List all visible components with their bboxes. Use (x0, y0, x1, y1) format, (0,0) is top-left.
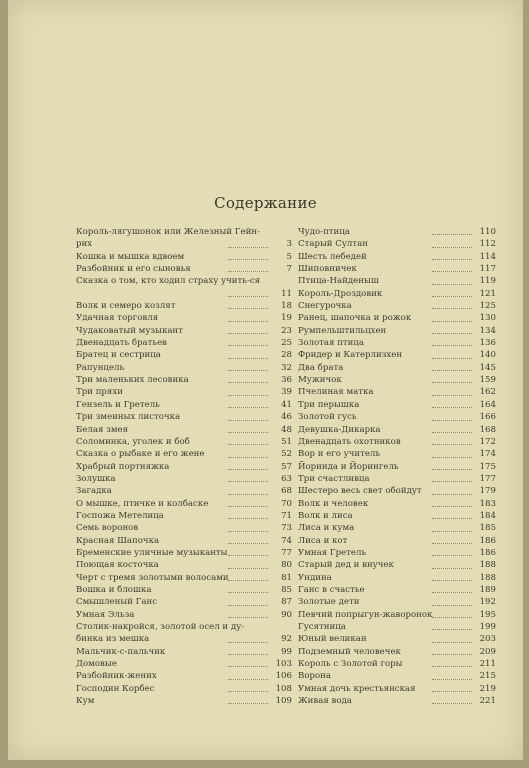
toc-entry-title: Чудаковатый музыкант (76, 325, 183, 336)
toc-entry-page: 177 (479, 473, 496, 484)
toc-entry-page: 188 (479, 572, 496, 583)
toc-entry-title: Шиповничек (298, 264, 357, 275)
toc-entry-title: Бременские уличные музыканты (76, 547, 228, 558)
toc-entry (298, 621, 496, 633)
toc-entry (76, 535, 292, 547)
toc-entry-page: 162 (479, 387, 496, 398)
toc-entry (298, 374, 496, 386)
toc-entry-title: Вошка и блошка (76, 584, 152, 595)
toc-entry-page: 117 (479, 264, 496, 275)
toc-entry-title: Красная Шапочка (76, 535, 160, 546)
toc-entry-page: 114 (479, 251, 496, 262)
toc-entry (298, 695, 496, 707)
toc-entry (76, 349, 292, 361)
toc-entry-title: Сказка о том, кто ходил страху учить-ся (76, 276, 261, 287)
book-page (8, 0, 523, 760)
toc-entry (76, 226, 292, 251)
toc-entry-page: 172 (479, 436, 496, 447)
toc-entry (298, 609, 496, 621)
contents-column-right (298, 226, 496, 707)
toc-entry (298, 424, 496, 436)
toc-entry-title: Разбойник-жених (76, 671, 157, 682)
toc-entry-title: Золотая птица (298, 338, 365, 349)
toc-entry (298, 362, 496, 374)
toc-entry (298, 633, 496, 645)
toc-entry-page: 134 (479, 325, 496, 336)
toc-entry (298, 226, 496, 238)
toc-entry-page: 174 (479, 449, 496, 460)
toc-entry (76, 461, 292, 473)
toc-entry-title: Два брата (298, 362, 344, 373)
toc-entry-title: Домовые (76, 659, 117, 670)
toc-entry-page: 51 (281, 436, 292, 447)
toc-entry (76, 251, 292, 263)
toc-entry-page: 81 (281, 572, 292, 583)
toc-entry (298, 349, 496, 361)
toc-entry-page: 80 (281, 560, 292, 571)
toc-entry-page: 52 (281, 449, 292, 460)
toc-entry (76, 658, 292, 670)
toc-entry (298, 584, 496, 596)
toc-entry-page: 23 (281, 325, 292, 336)
toc-entry-title: Ранец, шапочка и рожок (298, 313, 412, 324)
toc-entry-title: О мышке, птичке и колбаске (76, 498, 209, 509)
toc-entry-title: Три змеиных листочка (76, 412, 181, 423)
toc-entry (76, 300, 292, 312)
toc-entry-page: 211 (479, 659, 496, 670)
toc-entry (298, 485, 496, 497)
toc-entry (76, 312, 292, 324)
toc-entry-title: Вор и его учитель (298, 449, 381, 460)
toc-entry-title: Золушка (76, 473, 116, 484)
toc-entry (298, 596, 496, 608)
toc-entry-page: 48 (281, 424, 292, 435)
toc-entry (76, 609, 292, 621)
toc-entry-title: Король-Дроздовик (298, 288, 383, 299)
toc-entry (76, 436, 292, 448)
toc-entry (76, 337, 292, 349)
toc-entry-title: Гусятница (298, 622, 346, 632)
toc-entry (76, 670, 292, 682)
toc-entry-title: Мальчик-с-пальчик (76, 646, 166, 657)
toc-entry-page: 5 (286, 251, 292, 262)
toc-entry-title: Три пряхи (76, 387, 123, 398)
toc-entry-page: 186 (479, 535, 496, 546)
toc-entry-page: 46 (281, 412, 292, 423)
toc-entry-title: Волк и человек (298, 498, 369, 509)
toc-entry (298, 386, 496, 398)
toc-entry-page: 164 (479, 399, 496, 410)
toc-entry-title: Белая змея (76, 424, 129, 435)
toc-entry (298, 288, 496, 300)
toc-entry-page: 140 (479, 350, 496, 361)
toc-entry (298, 251, 496, 263)
toc-entry-page: 203 (479, 634, 496, 645)
toc-entry-title: Кум (76, 696, 95, 707)
toc-entry (76, 510, 292, 522)
toc-entry-title: Гензель и Гретель (76, 399, 160, 410)
toc-entry-page: 103 (275, 659, 292, 670)
toc-entry-page: 209 (479, 646, 496, 657)
toc-entry-page: 112 (479, 239, 496, 250)
toc-entry (76, 596, 292, 608)
toc-entry (298, 325, 496, 337)
toc-entry-title: Старый дед и внучек (298, 560, 394, 571)
toc-entry (76, 424, 292, 436)
toc-entry-title: Мужичок (298, 375, 342, 386)
toc-entry (76, 386, 292, 398)
toc-entry-page: 90 (281, 609, 292, 620)
toc-entry-title: Подземный человечек (298, 646, 401, 657)
toc-entry-page: 74 (281, 535, 292, 546)
toc-entry-title: Волк и семеро козлят (76, 301, 176, 312)
toc-entry-page: 166 (479, 412, 496, 423)
toc-entry-title: Шесть лебедей (298, 251, 367, 262)
toc-entry (76, 411, 292, 423)
toc-entry-page: 175 (479, 461, 496, 472)
toc-entry-page: 39 (281, 387, 292, 398)
toc-entry (298, 498, 496, 510)
toc-entry (76, 362, 292, 374)
toc-entry-title: Умная дочь крестьянская (298, 683, 416, 694)
toc-entry-title: Лиса и кот (298, 535, 348, 546)
toc-entry-title: Соломинка, уголек и боб (76, 436, 190, 447)
toc-entry-page: 145 (479, 362, 496, 373)
toc-entry-title: Столик-накройся, золотой осел и ду-бинка из мешка (76, 622, 245, 645)
toc-entry (76, 485, 292, 497)
toc-entry (298, 275, 496, 287)
toc-entry-page: 57 (281, 461, 292, 472)
toc-entry-page: 130 (479, 313, 496, 324)
toc-entry-page: 183 (479, 498, 496, 509)
toc-entry-title: Старый Султан (298, 239, 368, 250)
toc-entry (298, 547, 496, 559)
toc-entry-page: 136 (479, 338, 496, 349)
toc-entry-title: Фридер и Катерлизхен (298, 350, 403, 361)
toc-entry-title: Живая вода (298, 696, 352, 707)
toc-entry-page: 73 (281, 523, 292, 534)
toc-entry-page: 3 (286, 239, 292, 250)
toc-entry-title: Ворона (298, 671, 332, 682)
toc-entry (76, 275, 292, 300)
toc-entry-page: 219 (479, 683, 496, 694)
toc-entry-title: Черт с тремя золотыми волосами (76, 572, 229, 583)
toc-entry-title: Умная Гретель (298, 547, 367, 558)
toc-entry-page: 11 (281, 288, 292, 299)
toc-entry-title: Три маленьких лесовика (76, 375, 189, 386)
toc-entry-title: Госпожа Метелица (76, 510, 164, 521)
toc-entry-page: 199 (479, 622, 496, 632)
toc-entry (298, 238, 496, 250)
toc-entry-title: Двенадцать братьев (76, 338, 168, 349)
toc-entry-page: 32 (281, 362, 292, 373)
toc-entry (76, 621, 292, 646)
toc-entry-page: 28 (281, 350, 292, 361)
toc-entry-title: Ганс в счастье (298, 584, 365, 595)
toc-entry-page: 189 (479, 584, 496, 595)
toc-entry-title: Удачная торговля (76, 313, 159, 324)
toc-entry (298, 510, 496, 522)
toc-entry-title: Шестеро весь свет обойдут (298, 486, 422, 497)
toc-entry-page: 36 (281, 375, 292, 386)
toc-entry-page: 159 (479, 375, 496, 386)
toc-entry-page: 19 (281, 313, 292, 324)
toc-entry-title: Чудо-птица (298, 227, 350, 237)
toc-entry-title: Птица-Найденыш (298, 276, 379, 287)
toc-entry-title: Три перышка (298, 399, 360, 410)
toc-entry-page: 125 (479, 301, 496, 312)
toc-entry (76, 646, 292, 658)
toc-entry-title: Братец и сестрица (76, 350, 161, 361)
toc-entry-title: Девушка-Дикарка (298, 424, 381, 435)
toc-entry-title: Румпельштильцхен (298, 325, 387, 336)
toc-entry-page: 108 (275, 683, 292, 694)
toc-entry (76, 547, 292, 559)
toc-entry-title: Снегурочка (298, 301, 352, 312)
toc-entry (76, 263, 292, 275)
toc-entry-title: Храбрый портняжка (76, 461, 170, 472)
toc-entry-page: 184 (479, 510, 496, 521)
toc-entry-page: 110 (479, 227, 496, 237)
contents-column-left (76, 226, 292, 707)
toc-entry-page: 68 (281, 486, 292, 497)
toc-entry (298, 658, 496, 670)
toc-entry (76, 695, 292, 707)
toc-entry-page: 188 (479, 560, 496, 571)
toc-entry-title: Волк и лиса (298, 510, 353, 521)
toc-entry (298, 461, 496, 473)
toc-entry (76, 325, 292, 337)
toc-entry-page: 77 (281, 547, 292, 558)
toc-entry-page: 7 (286, 264, 292, 275)
toc-entry (298, 312, 496, 324)
toc-entry-page: 18 (281, 301, 292, 312)
toc-entry-page: 192 (479, 597, 496, 608)
contents-heading: Содержание (214, 194, 317, 212)
toc-entry (298, 473, 496, 485)
toc-entry-page: 121 (479, 288, 496, 299)
toc-entry-page: 179 (479, 486, 496, 497)
toc-entry (76, 559, 292, 571)
toc-entry (76, 374, 292, 386)
toc-entry-page: 41 (281, 399, 292, 410)
toc-entry-title: Три счастливца (298, 473, 370, 484)
toc-entry-title: Певчий попрыгун-жаворонок (298, 609, 433, 620)
toc-entry-title: Король-лягушонок или Железный Гейн-рих (76, 227, 260, 250)
toc-entry (298, 436, 496, 448)
toc-entry-title: Господин Корбес (76, 683, 155, 694)
toc-entry (298, 411, 496, 423)
toc-entry-page: 195 (479, 609, 496, 620)
toc-entry (298, 399, 496, 411)
toc-entry (76, 448, 292, 460)
toc-entry (298, 337, 496, 349)
toc-entry-title: Пчелиная матка (298, 387, 374, 398)
toc-entry-title: Золотой гусь (298, 412, 357, 423)
toc-entry-page: 85 (281, 584, 292, 595)
toc-entry (298, 263, 496, 275)
toc-entry-title: Двенадцать охотников (298, 436, 401, 447)
toc-entry (76, 399, 292, 411)
toc-entry-title: Ундина (298, 572, 332, 583)
toc-entry-page: 25 (281, 338, 292, 349)
toc-entry-title: Лиса и кума (298, 523, 355, 534)
toc-entry-page: 109 (275, 696, 292, 707)
toc-entry-page: 168 (479, 424, 496, 435)
toc-entry (76, 683, 292, 695)
toc-entry-title: Разбойник и его сыновья (76, 264, 191, 275)
toc-entry (76, 522, 292, 534)
toc-entry-title: Смышленый Ганс (76, 597, 158, 608)
toc-entry-title: Юный великан (298, 634, 367, 645)
toc-entry (298, 559, 496, 571)
toc-entry (298, 522, 496, 534)
toc-entry-page: 185 (479, 523, 496, 534)
toc-entry-title: Сказка о рыбаке и его жене (76, 449, 205, 460)
toc-entry-title: Золотые дети (298, 597, 360, 608)
toc-entry (298, 646, 496, 658)
toc-entry (76, 572, 292, 584)
toc-entry-title: Умная Эльза (76, 609, 135, 620)
toc-entry-title: Йоринда и Йорингель (298, 461, 399, 472)
toc-entry-title: Король с Золотой горы (298, 659, 403, 670)
toc-entry (298, 683, 496, 695)
toc-entry-title: Семь воронов (76, 523, 139, 534)
toc-entry-page: 92 (281, 634, 292, 645)
toc-entry-title: Загадка (76, 486, 112, 497)
toc-entry-page: 186 (479, 547, 496, 558)
toc-entry-page: 70 (281, 498, 292, 509)
toc-entry (76, 498, 292, 510)
toc-entry (298, 300, 496, 312)
toc-entry-page: 87 (281, 597, 292, 608)
toc-entry (298, 535, 496, 547)
toc-entry (76, 584, 292, 596)
toc-entry (298, 448, 496, 460)
toc-entry-title: Рапунцель (76, 362, 125, 373)
toc-entry-page: 71 (281, 510, 292, 521)
toc-entry (298, 572, 496, 584)
toc-entry-title: Кошка и мышка вдвоем (76, 251, 185, 262)
toc-entry (76, 473, 292, 485)
toc-entry (298, 670, 496, 682)
toc-entry-page: 106 (275, 671, 292, 682)
toc-entry-page: 119 (479, 276, 496, 287)
toc-entry-page: 99 (281, 646, 292, 657)
toc-entry-page: 221 (479, 696, 496, 707)
toc-entry-page: 215 (479, 671, 496, 682)
toc-entry-page: 63 (281, 473, 292, 484)
toc-entry-title: Поющая косточка (76, 560, 159, 571)
